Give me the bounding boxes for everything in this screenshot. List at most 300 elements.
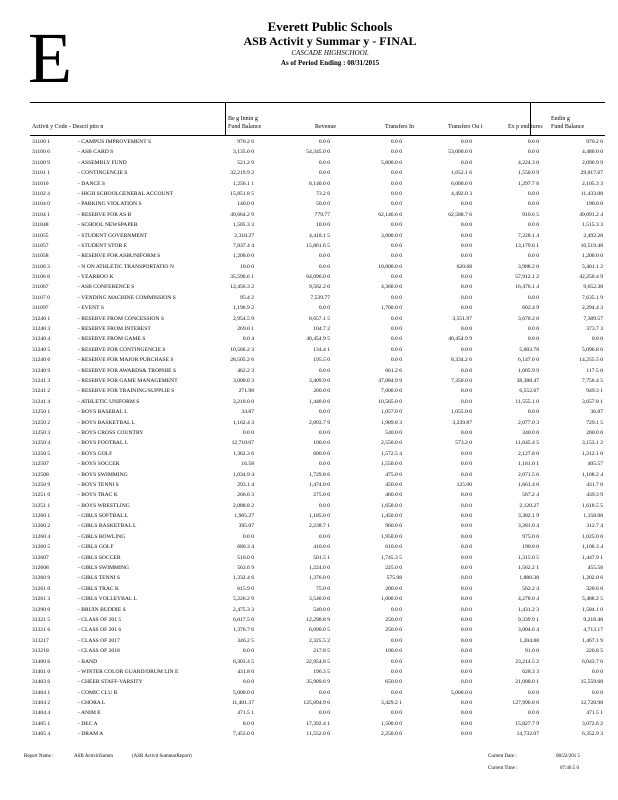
amount-end: 439.3 9 (586, 492, 603, 499)
amount-tout: 0.0 0 (460, 305, 472, 312)
amount-begin: 0.0 0 (242, 648, 254, 655)
table-row (30, 521, 605, 531)
activity-code: 312507 (32, 461, 49, 468)
activity-code: 311067 (32, 284, 49, 291)
activity-description: - ANIM E (78, 710, 101, 717)
table-row (30, 199, 605, 209)
amount-tin: 1,057.0 0 (381, 409, 402, 416)
amount-exp: 1,005.9 9 (518, 367, 539, 374)
col-transfers-in: Transfers In (385, 124, 414, 130)
amount-begin: 15,851.8 5 (230, 190, 254, 197)
activity-description: - GIRLS SOCCER (78, 554, 121, 561)
table-row (30, 137, 605, 147)
amount-tin: 4,360.0 0 (381, 284, 402, 291)
footer-date-value: 08/22/201 5 (556, 754, 581, 759)
amount-tout: 62,588.7 6 (448, 211, 472, 218)
table-row (30, 501, 605, 511)
amount-rev: 8,657.1 5 (309, 315, 330, 322)
table-row (30, 438, 605, 448)
col-end-bottom: Fund Balance (551, 124, 585, 130)
amount-exp: 910.6 5 (522, 211, 539, 218)
amount-tout: 0.0 0 (460, 616, 472, 623)
amount-tin: 1,650.0 0 (381, 502, 402, 509)
activity-code: 31104 0 (32, 201, 50, 208)
amount-tin: 1,500.0 0 (381, 720, 402, 727)
amount-begin: 1,200.0 0 (233, 253, 254, 260)
amount-begin: 2,475.3 3 (233, 606, 254, 613)
activity-description: - RESERVE FOR MAJOR PURCHASE S (78, 357, 174, 364)
col-begin-top: Be g Innin g (228, 116, 258, 122)
amount-rev: 50.0 0 (316, 201, 330, 208)
activity-description: - DRAM A (78, 731, 104, 738)
amount-exp: 2,077.0 3 (518, 419, 539, 426)
amount-end: 9,652.38 (583, 284, 603, 291)
amount-tout: 620.68 (456, 263, 472, 270)
amount-tout: 3,239.87 (452, 419, 472, 426)
amount-end: 6,043.7 6 (582, 658, 603, 665)
activity-description: - N ON ATHLETIC TRANSPORTATIO N (78, 263, 174, 270)
amount-tin: 0.0 0 (390, 149, 402, 156)
amount-end: 36.87 (590, 409, 603, 416)
amount-end: 1,168.2 4 (582, 471, 603, 478)
footer-date-label: Current Date : (488, 754, 517, 759)
amount-tout: 0.0 0 (460, 585, 472, 592)
amount-begin: 1,362.3 6 (233, 450, 254, 457)
amount-tout: 0.0 0 (460, 294, 472, 301)
activity-description: - GIRLS VOLLEYBAL L (78, 596, 137, 603)
activity-code: 31403 6 (32, 679, 51, 686)
activity-code: 31240 4 (32, 336, 51, 343)
amount-tin: 10,565.0 0 (378, 398, 402, 405)
amount-begin: 0.0 0 (242, 679, 254, 686)
amount-exp: 1,562.2 1 (518, 565, 539, 572)
amount-begin: 346.2 5 (237, 637, 254, 644)
amount-begin: 3,000.0 3 (233, 377, 254, 384)
activity-description: - COMIC CLU B (78, 689, 118, 696)
amount-tout: 1,652.1 6 (451, 170, 472, 177)
activity-description: - BOYS TRAC K (78, 492, 118, 499)
amount-rev: 1,474.0 0 (309, 481, 330, 488)
amount-exp: 11,645.4 5 (515, 440, 539, 447)
amount-begin: 562.6 9 (237, 565, 254, 572)
table-row (30, 449, 605, 459)
amount-exp: 1,161.0 1 (518, 461, 539, 468)
activity-code: 31250 3 (32, 429, 51, 436)
amount-end: 4,480.0 0 (582, 149, 603, 156)
table-row (30, 210, 605, 220)
amount-tin: 1,989.8 3 (381, 419, 402, 426)
activity-description: - RESERVE FROM INTEREST (78, 326, 151, 333)
amount-tin: 3,429.2 1 (381, 700, 402, 707)
table-row (30, 147, 605, 157)
amount-tout: 0.0 0 (460, 596, 472, 603)
amount-end: 2,492.28 (583, 232, 603, 239)
amount-rev: 0.0 0 (318, 263, 330, 270)
amount-end: 226.8 5 (586, 648, 603, 655)
activity-code: 311055 (32, 232, 49, 239)
activity-code: 31290 0 (32, 606, 51, 613)
amount-end: 5,096.8 6 (582, 346, 603, 353)
amount-end: 729.1 5 (586, 419, 603, 426)
amount-tin: 47,084.9 9 (378, 377, 402, 384)
amount-rev: 0.0 0 (318, 305, 330, 312)
table-row (30, 688, 605, 698)
amount-exp: 3,382.1 9 (518, 513, 539, 520)
table-row (30, 625, 605, 635)
table-row (30, 542, 605, 552)
amount-exp: 23,214.5 2 (515, 658, 539, 665)
activity-description: - EVENT S (78, 305, 104, 312)
amount-tout: 7,350.0 0 (451, 377, 472, 384)
table-row (30, 667, 605, 677)
activity-code: 311097 (32, 305, 49, 312)
table-row (30, 698, 605, 708)
amount-tin: 1,550.0 0 (381, 461, 402, 468)
activity-description: - BOYS BASEBAL L (78, 409, 128, 416)
activity-description: - CONTINGENCIE S (78, 170, 128, 177)
activity-description: - STUDENT STOR E (78, 242, 128, 249)
amount-tout: 0.0 0 (460, 668, 472, 675)
amount-end: 3,072.6 2 (582, 720, 603, 727)
amount-tin: 475.0 0 (385, 471, 402, 478)
table-row (30, 418, 605, 428)
amount-exp: 91.0 0 (525, 648, 539, 655)
table-row (30, 293, 605, 303)
amount-exp: 1,315.0 5 (518, 554, 539, 561)
table-row (30, 657, 605, 667)
table-row (30, 314, 605, 324)
amount-end: 117.5 0 (586, 367, 603, 374)
amount-exp: 0.0 0 (527, 689, 539, 696)
amount-begin: 5,226.2 9 (233, 596, 254, 603)
amount-exp: 1,204.88 (519, 637, 539, 644)
amount-end: 3,153.1 2 (582, 440, 603, 447)
activity-code: 31261 3 (32, 596, 51, 603)
amount-tin: 0.0 0 (390, 253, 402, 260)
amount-end: 3,657.8 1 (582, 398, 603, 405)
amount-exp: 5,603.78 (519, 346, 539, 353)
amount-end: 15,559.68 (580, 679, 603, 686)
column-headers (30, 110, 605, 135)
amount-exp: 7,228.1 4 (518, 232, 539, 239)
table-row (30, 158, 605, 168)
activity-description: - CAMPUS IMPROVEMENT S (78, 139, 152, 145)
header-top-rule (30, 102, 605, 103)
amount-tin: 610.0 0 (385, 544, 402, 551)
activity-description: - CHORA L (78, 700, 106, 707)
amount-tout: 1,055.0 0 (451, 409, 472, 416)
amount-tout: 0.0 0 (460, 398, 472, 405)
amount-rev: 501.5 1 (313, 554, 330, 561)
amount-tout: 0.0 0 (460, 554, 472, 561)
amount-rev: 125,894.9 6 (303, 700, 330, 707)
amount-end: 0.0 0 (591, 336, 603, 343)
amount-exp: 1,297.7 8 (518, 180, 539, 187)
amount-tout: 4,492.0 3 (451, 190, 472, 197)
amount-exp: 0.0 0 (527, 326, 539, 333)
table-row (30, 355, 605, 365)
activity-description: - BOYS TENNI S (78, 481, 119, 488)
amount-rev: 2,238.7 1 (309, 523, 330, 530)
amount-begin: 2,954.5 9 (233, 315, 254, 322)
amount-tin: 575.98 (386, 575, 402, 582)
amount-tin: 0.0 0 (390, 294, 402, 301)
amount-end: 190.0 0 (586, 201, 603, 208)
activity-description: - YEARBOO K (78, 274, 114, 281)
amount-exp: 2,127.8 0 (518, 450, 539, 457)
activity-description: - BOYS SOCCER (78, 461, 120, 468)
amount-tout: 0.0 0 (460, 637, 472, 644)
activity-description: - BOYS WRESTLING (78, 502, 130, 509)
amount-begin: 395.07 (238, 523, 254, 530)
activity-code: 31100 6 (32, 149, 50, 156)
amount-end: 1,158.08 (583, 513, 603, 520)
amount-begin: 970.2 6 (237, 139, 254, 145)
amount-tout: 6,000.0 0 (451, 180, 472, 187)
amount-tout: 0.0 0 (460, 513, 472, 520)
activity-code: 31104 1 (32, 211, 50, 218)
amount-tout: 0.0 0 (460, 533, 472, 540)
activity-description: - RESERVE FROM CONCESSION S (78, 315, 164, 322)
amount-exp: 628.3 3 (522, 668, 539, 675)
activity-code: 31250 5 (32, 450, 51, 457)
activity-description: - GIRLS SWIMMING (78, 565, 129, 572)
amount-tin: 0.0 0 (390, 710, 402, 717)
amount-rev: 200.0 0 (313, 388, 330, 395)
amount-end: 7,635.1 9 (582, 294, 603, 301)
amount-tin: 460.0 0 (385, 492, 402, 499)
amount-begin: 0.0 4 (242, 336, 254, 343)
amount-tout: 0.0 0 (460, 326, 472, 333)
amount-end: 970.2 6 (586, 139, 603, 145)
table-row (30, 345, 605, 355)
table-row (30, 511, 605, 521)
amount-begin: 521.2 9 (237, 159, 254, 166)
amount-begin: 3,135.0 0 (233, 149, 254, 156)
amount-begin: 12,456.3 2 (230, 284, 254, 291)
amount-tout: 0.0 0 (460, 575, 472, 582)
activity-description: - CLASS OF 2017 (78, 637, 120, 644)
table-row (30, 573, 605, 583)
amount-exp: 1,550.0 9 (518, 170, 539, 177)
amount-exp: 602.4 9 (522, 305, 539, 312)
amount-tout: 0.0 0 (460, 648, 472, 655)
amount-tout: 40,454.9 9 (448, 336, 472, 343)
amount-begin: 10,566.2 3 (230, 346, 254, 353)
amount-rev: 35,909.6 9 (306, 679, 330, 686)
activity-code: 31241 4 (32, 398, 51, 405)
amount-end: 10,519.48 (580, 242, 603, 249)
activity-description: - HIGH SCHOOLGENERAL ACCOUNT (78, 190, 174, 197)
amount-end: 4,713.17 (583, 627, 603, 634)
amount-tout: 0.0 0 (460, 710, 472, 717)
activity-description: - BOYS FOOTBAL L (78, 440, 128, 447)
amount-tout: 0.0 0 (460, 731, 472, 738)
amount-tout: 3,551.97 (452, 315, 472, 322)
amount-tout: 0.0 0 (460, 388, 472, 395)
amount-rev: 217.8 5 (313, 648, 330, 655)
table-row (30, 584, 605, 594)
table-row (30, 262, 605, 272)
footer-time-label: Current Time : (488, 766, 518, 771)
amount-end: 455.58 (587, 565, 603, 572)
amount-tin: 7,000.0 0 (381, 388, 402, 395)
amount-rev: 100.0 0 (313, 440, 330, 447)
amount-begin: 28,505.2 6 (230, 357, 254, 364)
amount-end: 11,433.08 (580, 190, 603, 197)
amount-begin: 471.5 1 (237, 710, 254, 717)
amount-begin: 6,303.4 5 (233, 658, 254, 665)
table-row (30, 189, 605, 199)
amount-exp: 0.0 0 (527, 222, 539, 229)
activity-code: 31250 1 (32, 409, 51, 416)
amount-tin: 3,000.0 0 (381, 232, 402, 239)
amount-end: 7,756.4 5 (582, 377, 603, 384)
amount-rev: 10.0 0 (316, 222, 330, 229)
activity-description: - RESERVE FROM GAME S (78, 336, 146, 343)
amount-tout: 0.0 0 (460, 201, 472, 208)
activity-code: 311048 (32, 222, 49, 229)
table-row (30, 729, 605, 739)
amount-tout: 0.0 0 (460, 232, 472, 239)
amount-exp: 9,339.9 1 (518, 616, 539, 623)
amount-exp: 0.0 0 (527, 139, 539, 145)
activity-code: 31400 6 (32, 658, 51, 665)
amount-tin: 0.0 0 (390, 201, 402, 208)
amount-tout: 573.2 0 (455, 440, 472, 447)
amount-tin: 1,950.0 0 (381, 533, 402, 540)
amount-tout: 0.0 0 (460, 461, 472, 468)
amount-exp: 4,278.0 4 (518, 596, 539, 603)
amount-rev: 3,540.0 0 (309, 596, 330, 603)
amount-end: 471.5 1 (586, 710, 603, 717)
activity-description: - VENDING MACHINE COMMISSION S (78, 294, 176, 301)
table-row (30, 376, 605, 386)
amount-exp: 0.0 0 (527, 253, 539, 260)
activity-code: 31261 0 (32, 585, 51, 592)
amount-exp: 4,224.3 0 (518, 159, 539, 166)
amount-rev: 0.0 0 (318, 367, 330, 374)
amount-end: 49,091.2 4 (579, 211, 603, 218)
activity-description: - BAND (78, 658, 98, 665)
amount-begin: 8.0 0 (242, 720, 254, 727)
amount-rev: 1,729.8 6 (309, 471, 330, 478)
amount-end: 373.7 3 (586, 326, 603, 333)
activity-description: - CHEER STAFF-VARSITY (78, 679, 143, 686)
amount-rev: 54,345.0 0 (306, 149, 330, 156)
footer-report-name: ASB ActivitiSumm (74, 754, 114, 759)
amount-tout: 0.0 0 (460, 544, 472, 551)
amount-tin: 0.0 0 (390, 274, 402, 281)
amount-tin: 2,550.0 0 (381, 440, 402, 447)
amount-tout: 0.0 0 (460, 367, 472, 374)
amount-tout: 5,000.0 0 (451, 689, 472, 696)
amount-tin: 960.0 0 (385, 523, 402, 530)
activity-code: 31251 1 (32, 502, 51, 509)
amount-tin: 0.0 0 (390, 326, 402, 333)
amount-tin: 1,745.3 5 (381, 554, 402, 561)
amount-begin: 1,256.1 1 (233, 180, 254, 187)
activity-code: 31260 5 (32, 544, 51, 551)
amount-rev: 0.0 0 (318, 409, 330, 416)
activity-description: - BRUIN BUDDIE S (78, 606, 126, 613)
amount-begin: 34.87 (241, 409, 254, 416)
amount-begin: 516.0 0 (237, 554, 254, 561)
amount-exp: 127,996.8 6 (512, 700, 539, 707)
table-row (30, 428, 605, 438)
amount-rev: 11,552.0 0 (306, 731, 330, 738)
table-row (30, 303, 605, 313)
table-row (30, 168, 605, 178)
amount-exp: 3,988.2 0 (518, 263, 539, 270)
amount-begin: 49,664.2 9 (230, 211, 254, 218)
col-end-top: Endin g (551, 116, 570, 122)
amount-tin: 100.0 0 (385, 648, 402, 655)
amount-end: 1,200.0 0 (582, 253, 603, 260)
amount-tin: 225.0 0 (385, 565, 402, 572)
activity-code: 31240 3 (32, 326, 51, 333)
table-row (30, 459, 605, 469)
activity-description: - BOYS SWIMMING (78, 471, 128, 478)
amount-tin: 5,800.0 0 (381, 159, 402, 166)
amount-begin: 1,905.27 (234, 513, 254, 520)
amount-rev: 1,185.0 0 (309, 513, 330, 520)
amount-rev: 7,539.77 (310, 294, 330, 301)
activity-code: 312508 (32, 471, 49, 478)
amount-begin: 35,596.6 1 (230, 274, 254, 281)
amount-exp: 15,827.7 9 (515, 720, 539, 727)
amount-exp: 11,555.1 0 (515, 398, 539, 405)
amount-tout: 0.0 0 (460, 139, 472, 145)
amount-end: 2,096.9 9 (582, 159, 603, 166)
period-ending: As of Period Ending : 08/31/2015 (280, 59, 380, 67)
amount-rev: 15,861.6 5 (306, 242, 330, 249)
amount-tin: 661.2 6 (385, 367, 402, 374)
amount-tin: 10,000.0 0 (378, 263, 402, 270)
amount-exp: 0.0 0 (527, 201, 539, 208)
amount-tin: 0.0 0 (390, 139, 402, 145)
amount-end: 14,255.5 0 (579, 357, 603, 364)
amount-tout: 0.0 0 (460, 159, 472, 166)
amount-tin: 1,572.5 4 (381, 450, 402, 457)
amount-rev: 275.0 0 (313, 492, 330, 499)
activity-description: - RESERVE FOR CONTINGENCIE S (78, 346, 166, 353)
amount-end: 2,294.4 3 (582, 305, 603, 312)
amount-begin: 3,210.0 0 (233, 398, 254, 405)
amount-end: 328.6 6 (586, 585, 603, 592)
amount-begin: 293.1 4 (237, 481, 254, 488)
activity-code: 31107 0 (32, 294, 50, 301)
activity-description: - CLASS OF 2018 (78, 648, 120, 655)
activity-description: - RESERVE FOR GAME MANAGEMENT (78, 377, 178, 384)
amount-begin: 271.98 (238, 388, 254, 395)
activity-code: 31106 3 (32, 263, 50, 270)
amount-tin: 0.0 0 (390, 242, 402, 249)
amount-end: 1,447.9 1 (582, 554, 603, 561)
amount-rev: 0.0 0 (318, 689, 330, 696)
amount-tout: 125.00 (456, 481, 472, 488)
amount-begin: 1,376.7 6 (233, 627, 254, 634)
amount-begin: 431.8 0 (237, 668, 254, 675)
activity-description: - ASB CARD S (78, 149, 114, 156)
amount-begin: 615.9 0 (237, 585, 254, 592)
table-row (30, 231, 605, 241)
amount-rev: 73.2 6 (316, 190, 330, 197)
amount-rev: 0.0 0 (318, 139, 330, 145)
amount-exp: 14,732.07 (516, 731, 539, 738)
amount-exp: 6,147.0 0 (518, 357, 539, 364)
amount-begin: 1,034.9 4 (233, 471, 254, 478)
